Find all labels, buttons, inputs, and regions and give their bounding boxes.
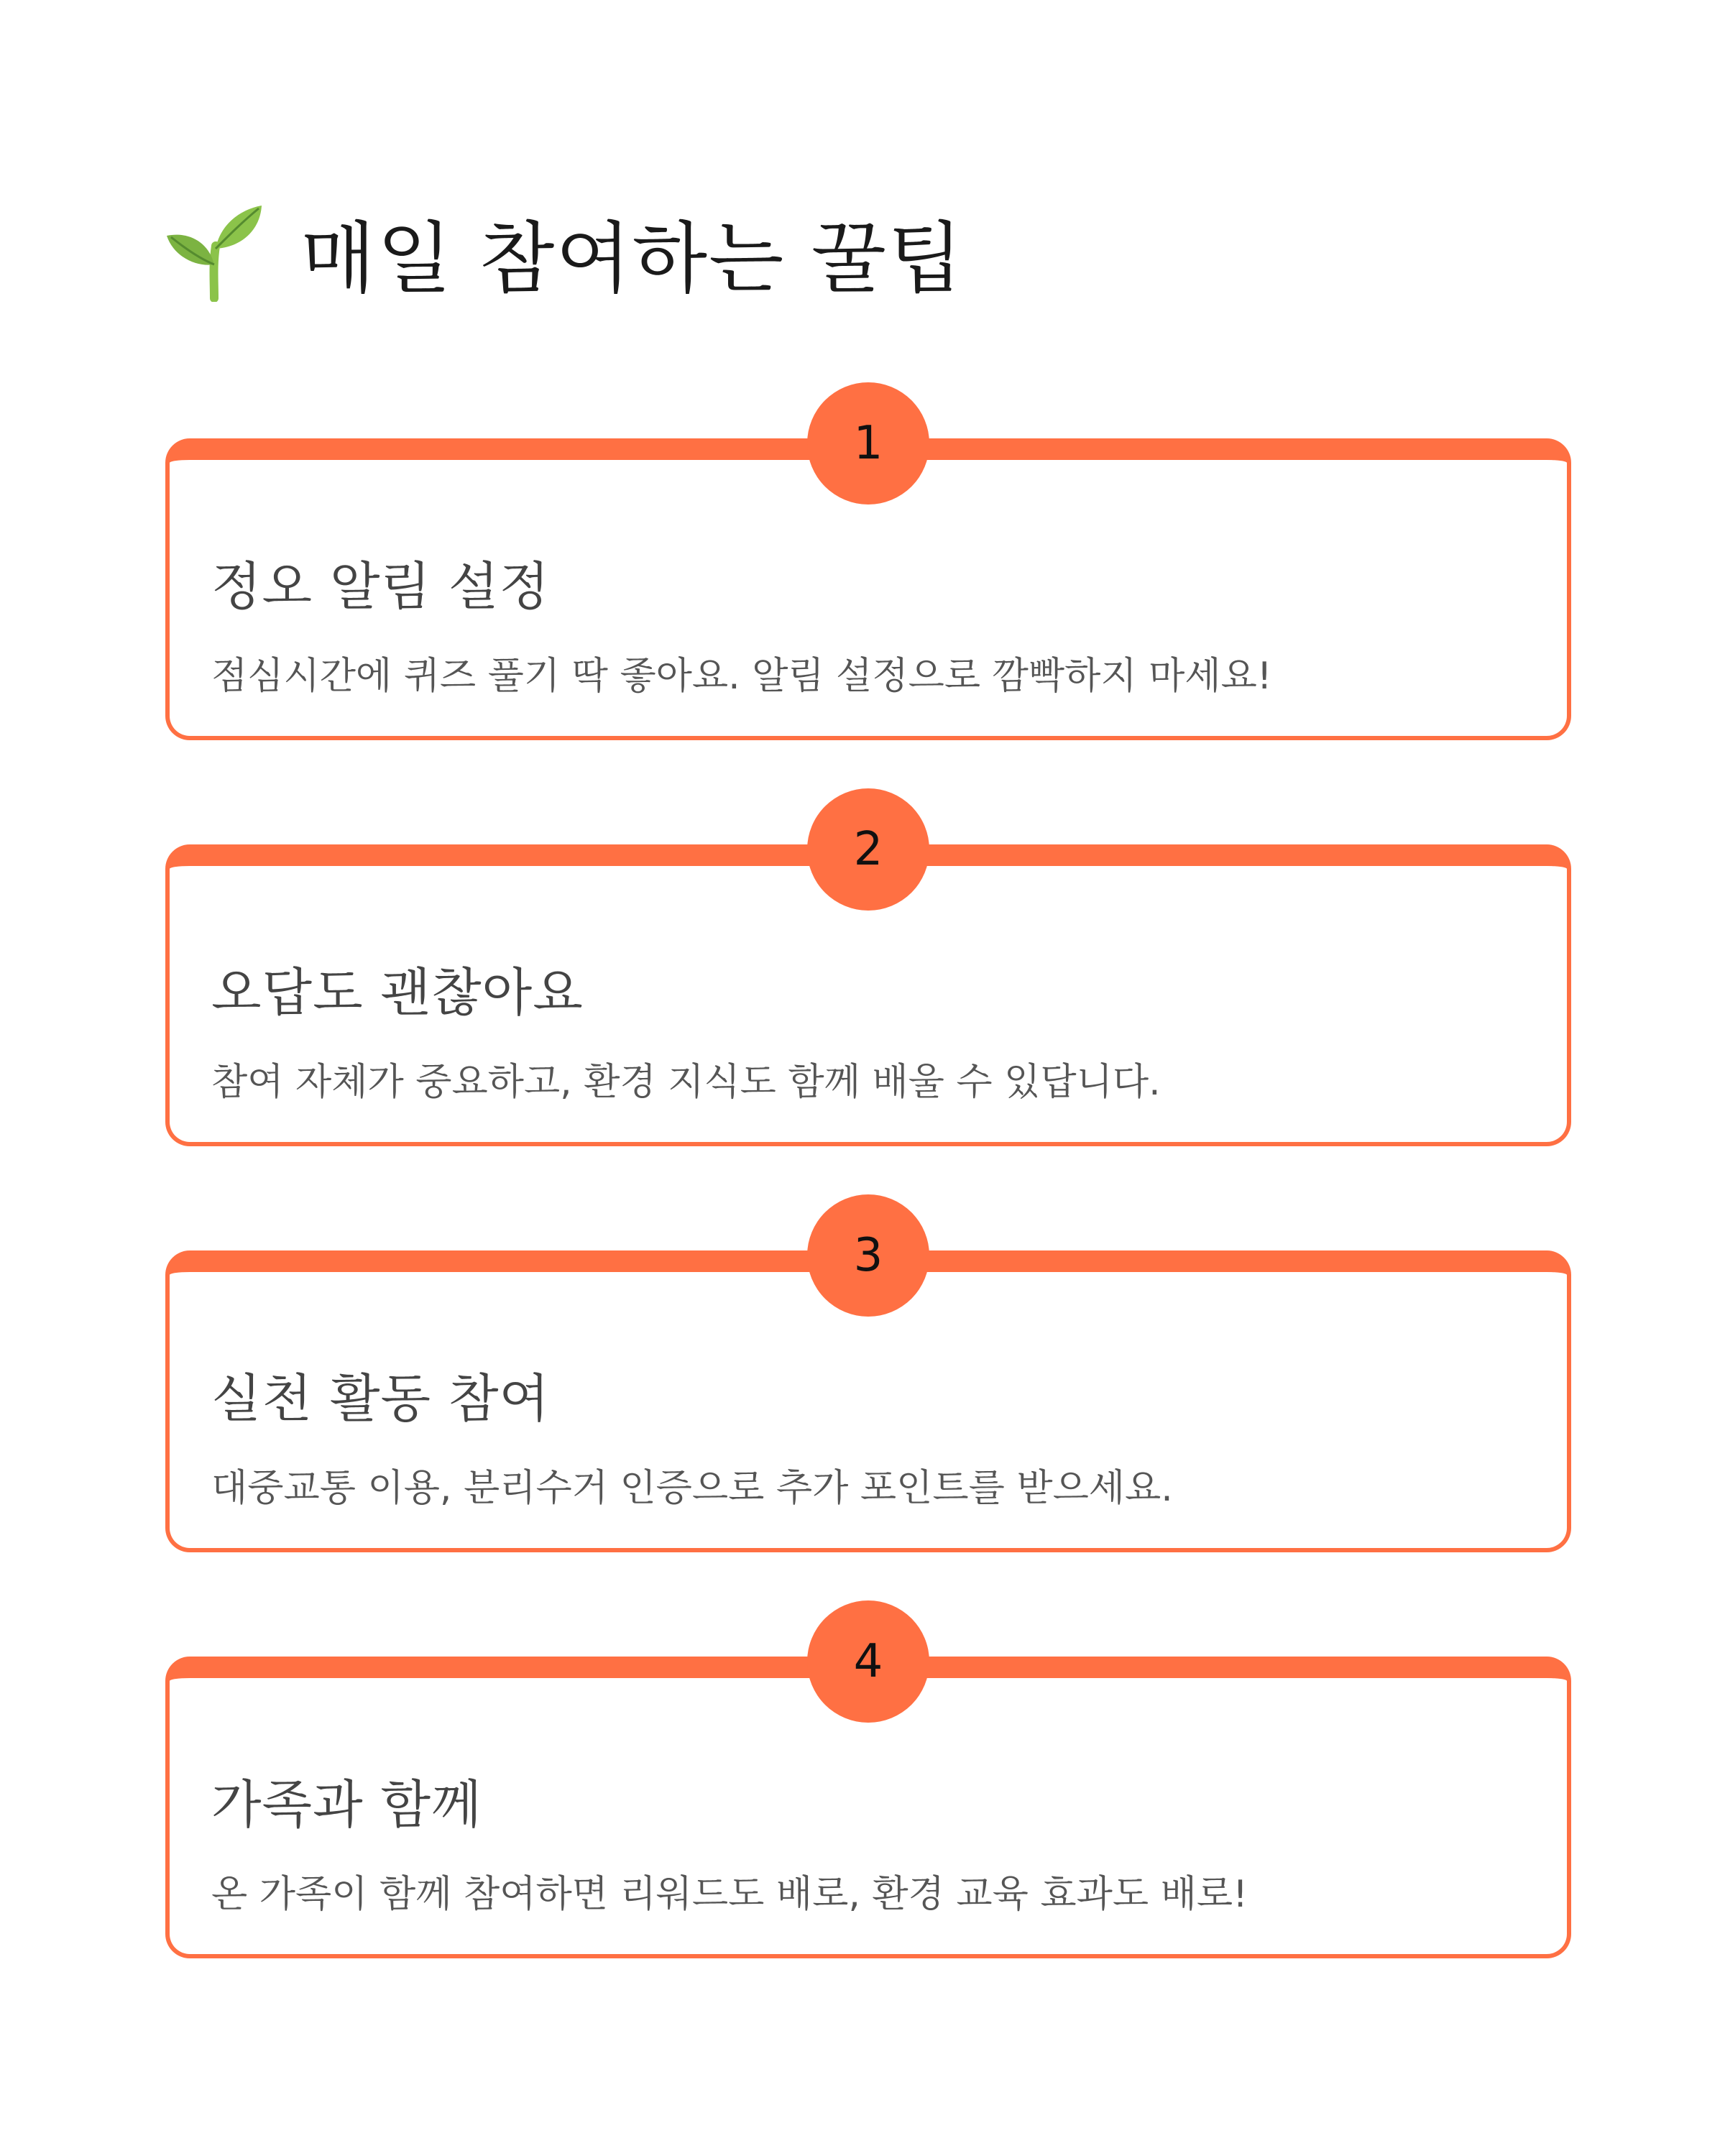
page-title: 매일 참여하는 꿀팁 — [300, 213, 965, 304]
tip-title: 정오 알림 설정 — [211, 556, 551, 617]
tip-number-badge: 3 — [807, 1194, 929, 1317]
tip-number-badge: 1 — [807, 382, 929, 505]
tip-card-4 — [165, 1635, 1571, 1958]
tip-card-3 — [165, 1229, 1571, 1552]
tip-title: 실천 활동 참여 — [211, 1368, 551, 1429]
tip-number-badge: 2 — [807, 788, 929, 911]
tip-card-1 — [165, 417, 1571, 740]
sprout-icon — [164, 201, 264, 302]
tip-description: 대중교통 이용, 분리수거 인증으로 추가 포인트를 받으세요. — [211, 1467, 1173, 1510]
page-header — [164, 201, 964, 302]
tip-title: 가족과 함께 — [211, 1774, 482, 1835]
tip-description: 온 가족이 함께 참여하면 리워드도 배로, 환경 교육 효과도 배로! — [211, 1873, 1248, 1916]
tip-title: 오답도 괜찮아요 — [211, 962, 584, 1023]
tip-description: 참여 자체가 중요하고, 환경 지식도 함께 배울 수 있답니다. — [211, 1061, 1161, 1104]
tip-number-badge: 4 — [807, 1600, 929, 1723]
tip-card-2 — [165, 823, 1571, 1146]
tip-description: 점심시간에 퀴즈 풀기 딱 좋아요. 알림 설정으로 깜빡하지 마세요! — [211, 655, 1272, 698]
